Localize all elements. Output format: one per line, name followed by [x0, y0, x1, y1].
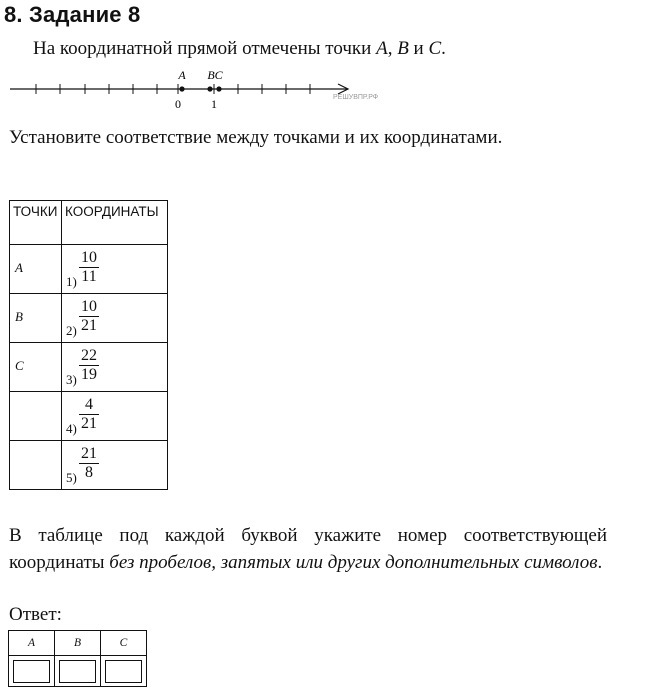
coordinate-cell: 3) 22 19 — [62, 343, 168, 392]
table-row — [10, 294, 168, 343]
intro-text: На координатной прямой отмечены точки A, B и C. — [33, 38, 446, 59]
fraction: 10 11 — [81, 249, 97, 285]
coordinate-cell: 5) 21 8 — [62, 441, 168, 490]
point-b-dot — [207, 86, 212, 91]
answer-input-a[interactable] — [13, 660, 50, 683]
coordinate-cell: 1) 10 11 — [62, 245, 168, 294]
point-a-dot — [179, 86, 184, 91]
point-cell — [10, 441, 62, 490]
point-cell: A — [10, 245, 62, 294]
answer-input-c[interactable] — [105, 660, 142, 683]
fraction: 10 21 — [81, 298, 97, 334]
watermark: РЕШУВПР.РФ — [333, 94, 379, 101]
task-title: 8. Задание 8 — [4, 2, 141, 27]
point-cell — [10, 392, 62, 441]
answer-label: Ответ: — [9, 604, 62, 625]
table-row — [10, 245, 168, 294]
task-text: Установите соответствие между точками и их координатами. — [9, 127, 503, 148]
number-line — [0, 68, 400, 120]
answer-letter-a: A — [9, 631, 55, 656]
coordinate-cell: 4) 4 21 — [62, 392, 168, 441]
instruction-text: В таблице под каждой буквой укажите номер соответствующей координаты без пробелов, запятых или других дополнительных символов. — [9, 525, 607, 573]
fraction: 22 19 — [81, 347, 97, 383]
coordinate-cell: 2) 10 21 — [62, 294, 168, 343]
tick-label-1: 1 — [211, 97, 217, 111]
fraction: 21 8 — [81, 445, 97, 481]
label-bc: BC — [207, 68, 223, 82]
table-row — [10, 441, 168, 490]
fraction: 4 21 — [81, 396, 97, 432]
answer-letter-c: C — [101, 631, 147, 656]
table-row — [10, 392, 168, 441]
label-a: A — [178, 68, 186, 82]
point-c-dot — [216, 86, 221, 91]
header-points: ТОЧКИ — [10, 201, 62, 245]
answer-table — [8, 630, 147, 687]
matching-table — [9, 200, 168, 490]
header-coordinates: КООРДИНАТЫ — [62, 201, 168, 245]
tick-label-0: 0 — [175, 97, 181, 111]
answer-input-b[interactable] — [59, 660, 96, 683]
point-cell: B — [10, 294, 62, 343]
table-row — [10, 343, 168, 392]
answer-letter-b: B — [55, 631, 101, 656]
table-header-row — [10, 201, 168, 245]
point-cell: C — [10, 343, 62, 392]
